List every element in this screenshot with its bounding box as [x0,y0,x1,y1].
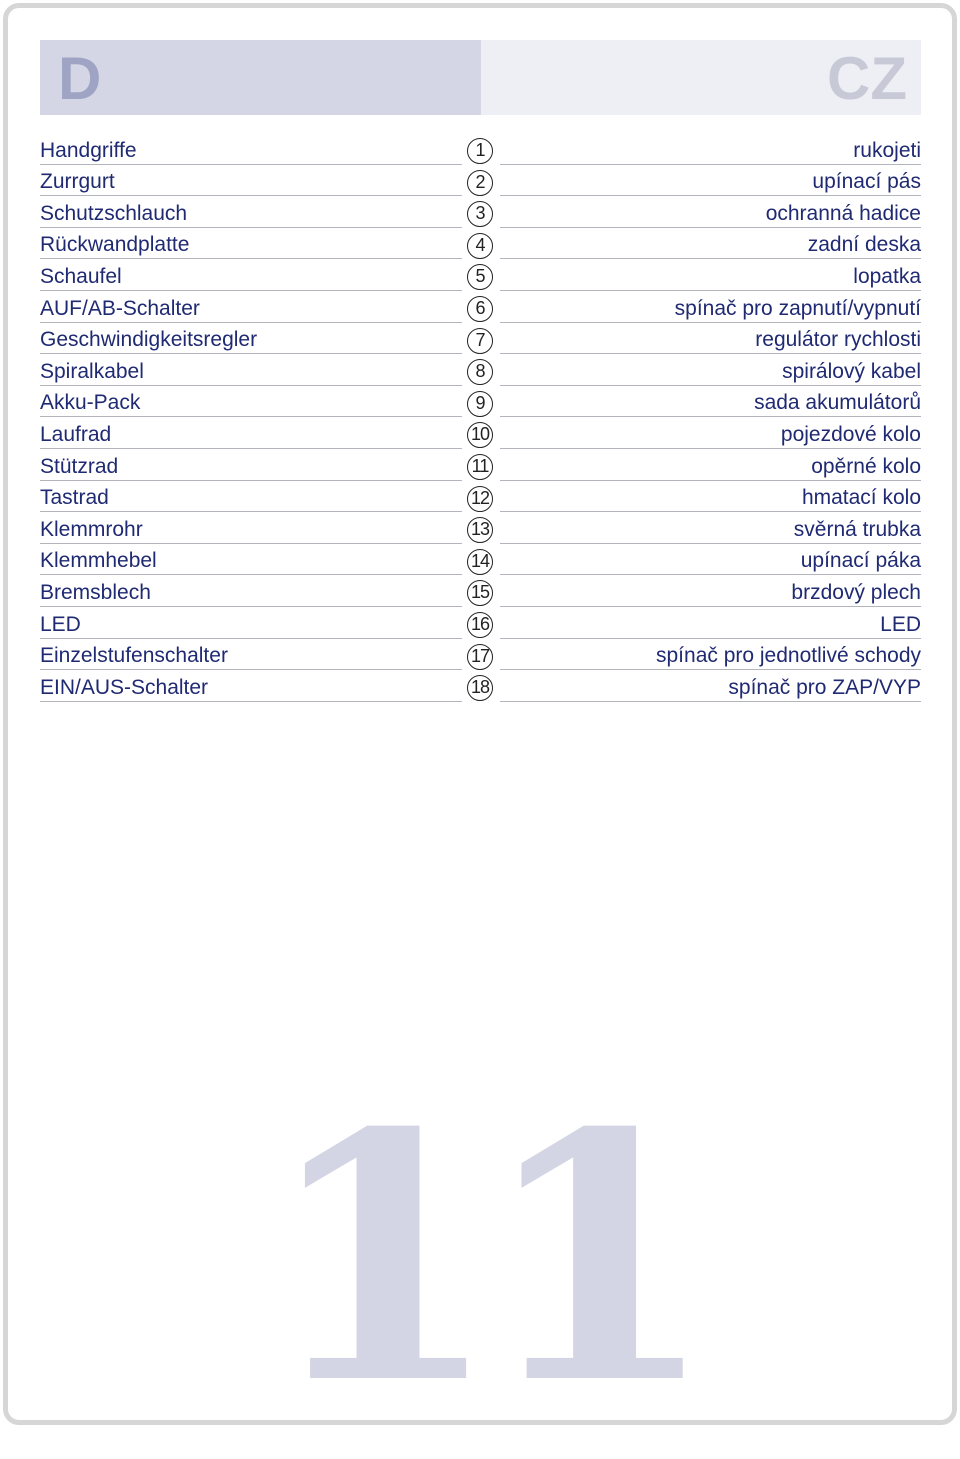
part-name-cz: rukojeti [853,138,921,162]
language-code-cz: CZ [827,45,907,112]
part-name-de: Einzelstufenschalter [40,644,228,668]
parts-row [40,291,921,323]
part-name-cz: upínací páka [800,549,921,573]
part-number-badge: 11 [467,454,493,480]
part-number-badge: 2 [467,170,493,196]
parts-row [40,323,921,355]
row-divider-right [500,701,921,702]
parts-row [40,386,921,418]
part-number-badge: 13 [467,517,493,543]
parts-row [40,259,921,291]
language-tab-de [40,40,481,115]
part-name-de: Rückwandplatte [40,233,190,257]
part-number-badge: 8 [467,359,493,385]
language-header [40,40,921,115]
part-name-de: LED [40,612,81,636]
part-name-cz: spínač pro ZAP/VYP [728,675,921,699]
part-number-badge: 18 [467,675,493,701]
parts-row [40,133,921,165]
part-number-badge: 10 [467,422,493,448]
parts-row [40,165,921,197]
part-name-de: Klemmrohr [40,517,143,541]
part-name-cz: hmatací kolo [801,486,921,510]
part-name-cz: spirálový kabel [782,359,921,383]
parts-row [40,196,921,228]
part-number-badge: 5 [467,264,493,290]
parts-row [40,417,921,449]
part-name-de: Bremsblech [40,580,151,604]
part-name-cz: sada akumulátorů [754,391,921,415]
part-number-badge: 9 [467,391,493,417]
part-number-badge: 14 [467,549,493,575]
part-name-cz: spínač pro zapnutí/vypnutí [674,296,921,320]
part-name-cz: upínací pás [812,170,921,194]
part-name-de: Laufrad [40,422,112,446]
parts-row [40,228,921,260]
part-name-de: AUF/AB-Schalter [40,296,200,320]
part-name-de: EIN/AUS-Schalter [40,675,209,699]
part-name-de: Klemmhebel [40,549,157,573]
parts-row [40,670,921,702]
language-code-de: D [58,45,102,112]
part-number-badge: 17 [467,644,493,670]
parts-row [40,639,921,671]
part-number-badge: 12 [467,486,493,512]
part-name-de: Tastrad [40,486,109,510]
part-name-cz: opěrné kolo [811,454,921,478]
part-number-badge: 6 [467,296,493,322]
part-name-de: Schutzschlauch [40,201,188,225]
part-name-de: Schaufel [40,264,122,288]
part-name-cz: svěrná trubka [793,517,921,541]
part-number-badge: 4 [467,233,493,259]
parts-row [40,481,921,513]
parts-row [40,449,921,481]
part-name-cz: brzdový plech [791,580,921,604]
part-name-cz: pojezdové kolo [780,422,921,446]
part-number-badge: 15 [467,580,493,606]
part-name-cz: LED [880,612,921,636]
parts-row [40,575,921,607]
part-name-de: Spiralkabel [40,359,144,383]
part-name-cz: ochranná hadice [765,201,921,225]
page-number: 11 [263,1060,697,1459]
parts-row [40,544,921,576]
row-divider-left [40,701,462,702]
part-name-de: Handgriffe [40,138,137,162]
part-name-de: Zurrgurt [40,170,115,194]
part-name-de: Stützrad [40,454,119,478]
part-number-badge: 7 [467,328,493,354]
parts-row [40,354,921,386]
part-name-cz: zadní deska [807,233,921,257]
language-tab-cz [481,40,921,115]
part-name-cz: spínač pro jednotlivé schody [656,644,921,668]
part-name-cz: regulátor rychlosti [755,328,921,352]
parts-row [40,607,921,639]
part-number-badge: 3 [467,201,493,227]
parts-list [40,133,921,702]
part-number-badge: 1 [467,138,493,164]
part-name-de: Geschwindigkeitsregler [40,328,258,352]
part-number-badge: 16 [467,612,493,638]
parts-row [40,512,921,544]
part-name-de: Akku-Pack [40,391,141,415]
part-name-cz: lopatka [853,264,921,288]
